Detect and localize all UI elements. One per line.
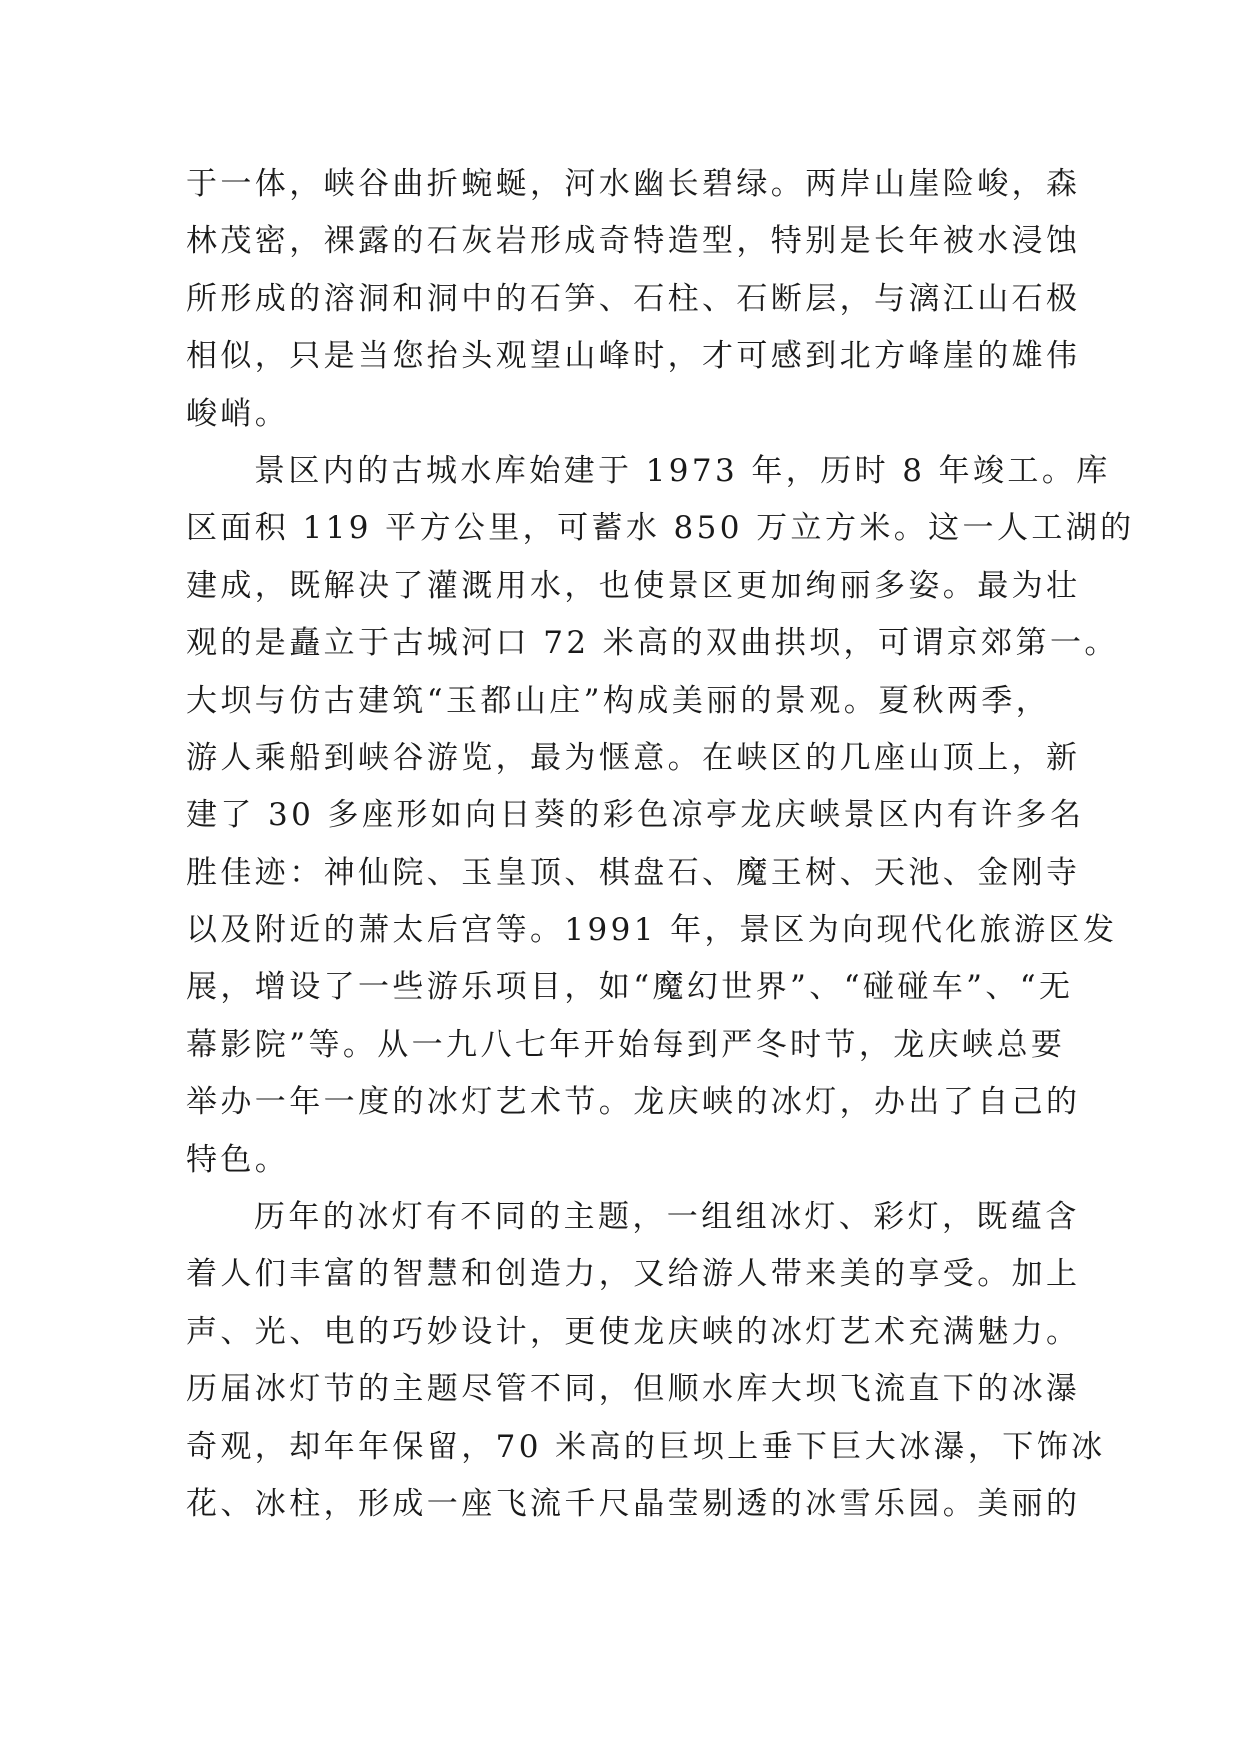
- text-line: 区面积 119 平方公里，可蓄水 850 万立方米。这一人工湖的: [186, 510, 1135, 547]
- text-line: 峻峭。: [186, 395, 290, 432]
- text-line: 建成，既解决了灌溉用水，也使景区更加绚丽多姿。最为壮: [186, 567, 1081, 604]
- text-line: 于一体，峡谷曲折蜿蜒，河水幽长碧绿。两岸山崖险峻，森: [186, 166, 1081, 202]
- text-line: 建了 30 多座形如向日葵的彩色凉亭龙庆峡景区内有许多名: [186, 797, 1085, 834]
- text-line: 花、冰柱，形成一座飞流千尺晶莹剔透的冰雪乐园。美丽的: [186, 1485, 1081, 1522]
- text-line: 幕影院”等。从一九八七年开始每到严冬时节，龙庆峡总要: [186, 1026, 1066, 1063]
- text-line: 历届冰灯节的主题尽管不同，但顺水库大坝飞流直下的冰瀑: [186, 1371, 1081, 1408]
- text-line: 大坝与仿古建筑“玉都山庄”构成美丽的景观。夏秋两季，: [186, 682, 1051, 719]
- text-line: 所形成的溶洞和洞中的石笋、石柱、石断层，与漓江山石极: [186, 280, 1081, 317]
- text-line: 胜佳迹：神仙院、玉皇顶、棋盘石、魔王树、天池、金刚寺: [186, 854, 1081, 891]
- text-line: 特色。: [186, 1141, 290, 1178]
- paragraph-first-line: 历年的冰灯有不同的主题，一组组冰灯、彩灯，既蕴含: [254, 1199, 1080, 1236]
- text-line: 相似，只是当您抬头观望山峰时，才可感到北方峰崖的雄伟: [186, 338, 1081, 375]
- paragraph-first-line: 景区内的古城水库始建于 1973 年，历时 8 年竣工。库: [254, 452, 1111, 489]
- text-line: 举办一年一度的冰灯艺术节。龙庆峡的冰灯，办出了自己的: [186, 1084, 1081, 1121]
- text-line: 奇观，却年年保留，70 米高的巨坝上垂下巨大冰瀑，下饰冰: [186, 1428, 1106, 1465]
- text-line: 展，增设了一些游乐项目，如“魔幻世界”、“碰碰车”、“无: [186, 969, 1074, 1006]
- text-line: 林茂密，裸露的石灰岩形成奇特造型，特别是长年被水浸蚀: [186, 223, 1081, 260]
- text-line: 声、光、电的巧妙设计，更使龙庆峡的冰灯艺术充满魅力。: [186, 1313, 1081, 1350]
- text-line: 以及附近的萧太后宫等。1991 年，景区为向现代化旅游区发: [186, 912, 1118, 949]
- text-line: 着人们丰富的智慧和创造力，又给游人带来美的享受。加上: [186, 1256, 1081, 1293]
- body-text: [186, 156, 1135, 1533]
- text-line: 观的是矗立于古城河口 72 米高的双曲拱坝，可谓京郊第一。: [186, 625, 1119, 662]
- text-line: 游人乘船到峡谷游览，最为惬意。在峡区的几座山顶上，新: [186, 739, 1081, 776]
